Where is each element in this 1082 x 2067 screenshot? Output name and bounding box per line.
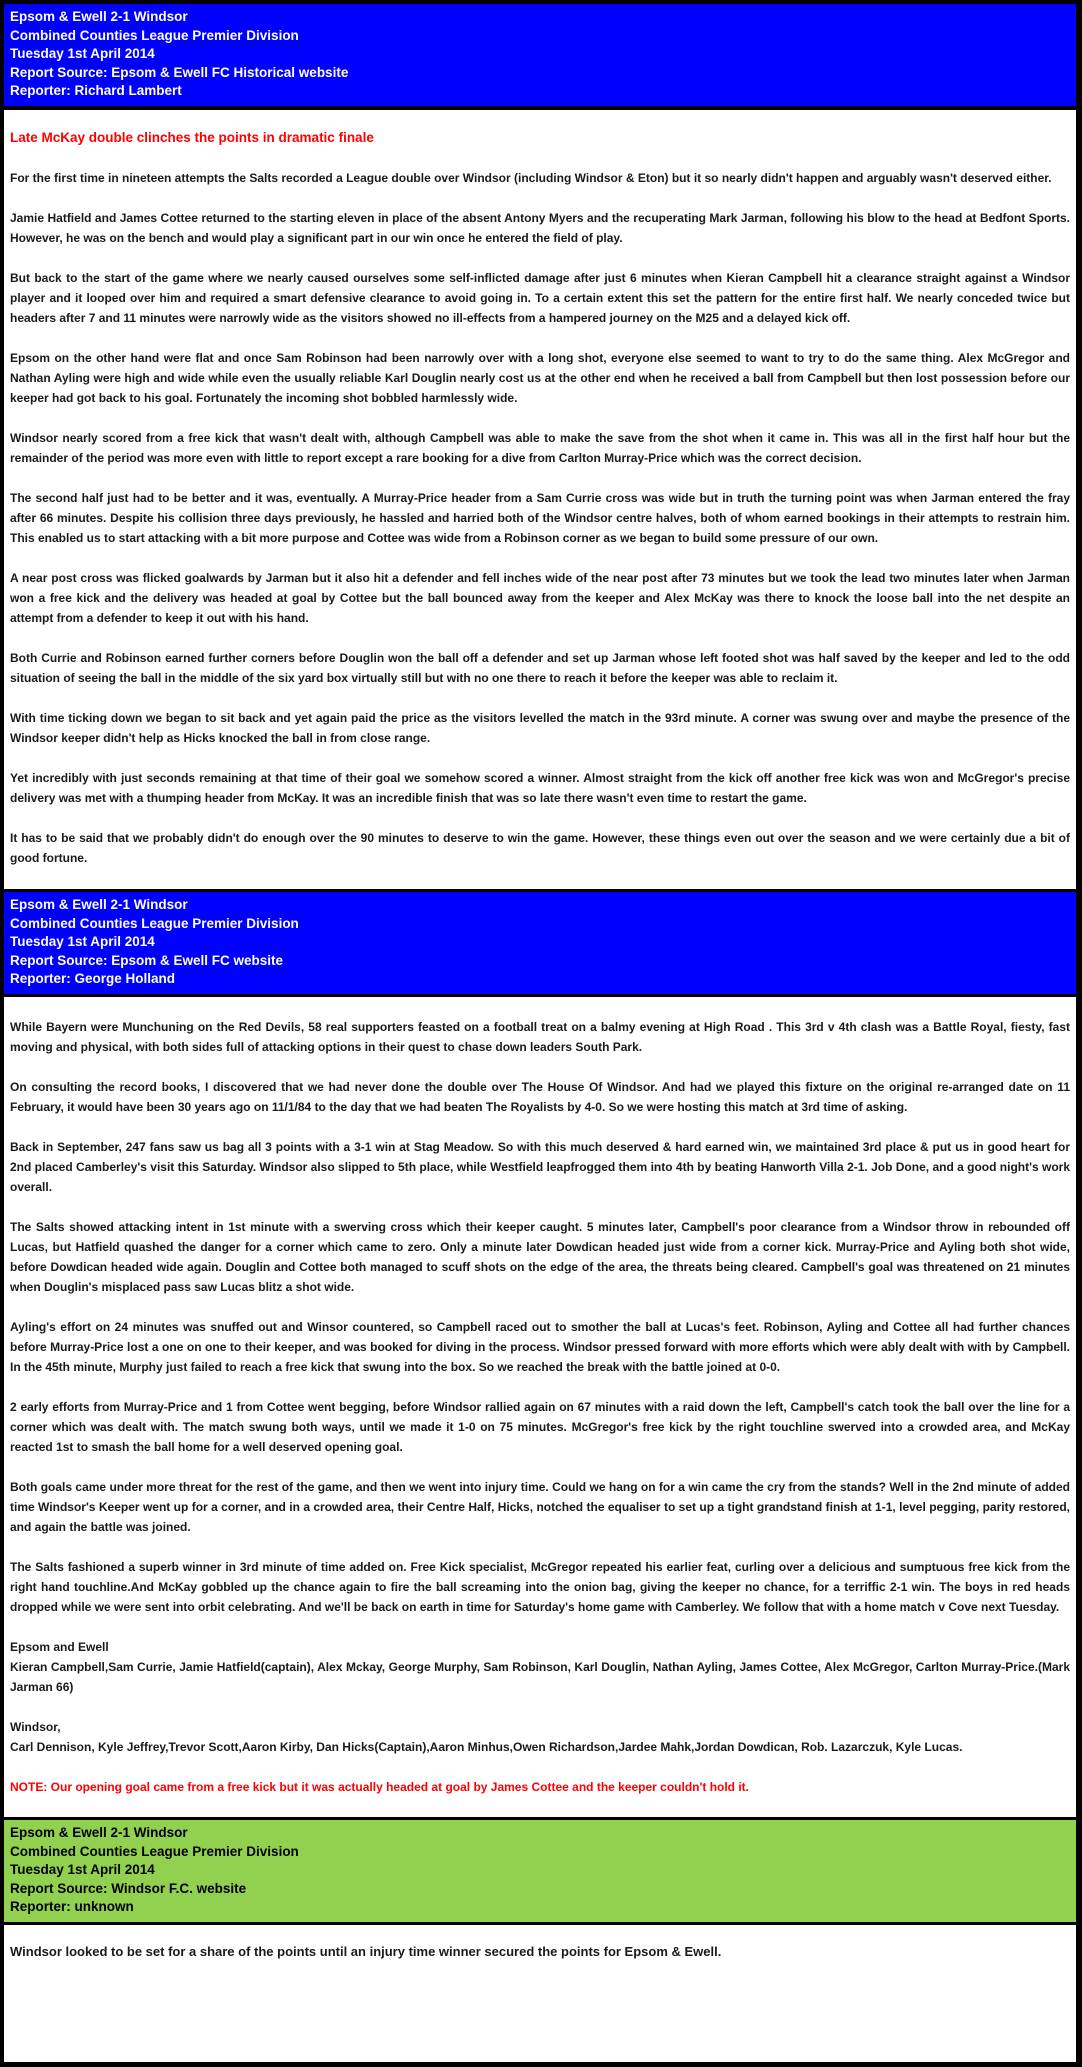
report-paragraph: Ayling's effort on 24 minutes was snuffed out and Winsor countered, so Campbell raced out to smother the ball at Lucas's feet. Robinson, Ayling and Cottee all had further chances before Murray-Price lost a one on one to their keeper, and was booked for diving in the process. Windsor pressed forward with more efforts which were ably dealt with with by Campbell. In the 45th minute, Murphy just failed to reach a free kick that swung into the box. So we reached the break with the battle joined at 0-0. — [10, 1319, 1070, 1374]
report1-competition: Combined Counties League Premier Division — [10, 27, 299, 43]
away-team-players: Carl Dennison, Kyle Jeffrey,Trevor Scott,Aaron Kirby, Dan Hicks(Captain),Aaron Minhus,Owen Richardson,Jardee Mahk,Jordan Dowdican, Rob. Lazarczuk, Kyle Lucas. — [10, 1739, 963, 1754]
home-team-players: Kieran Campbell,Sam Currie, Jamie Hatfield(captain), Alex Mckay, George Murphy, Sam Robinson, Karl Douglin, Nathan Ayling, James Cottee, Alex McGregor, Carlton Murray-Price.(Mark Jarman 66) — [10, 1659, 1070, 1694]
report-paragraph: Both Currie and Robinson earned further corners before Douglin won the ball off a defender and set up Jarman whose left footed shot was half saved by the keeper and led to the odd situation of seeing the ball in the middle of the six yard box virtually still but with no one there to reach it before the keeper was able to reclaim it. — [10, 650, 1070, 685]
report1-date: Tuesday 1st April 2014 — [10, 46, 155, 62]
report3-source: Report Source: Windsor F.C. website — [10, 1880, 247, 1896]
home-team-heading: Epsom and Ewell — [10, 1639, 109, 1654]
report-paragraph: The Salts fashioned a superb winner in 3rd minute of time added on. Free Kick specialist, McGregor repeated his earlier feat, curling over a delicious and sumptuous free kick from the right hand touchline.And McKay gobbled up the chance again to fire the ball screaming into the onion bag, giving the keeper no chance, for a terriffic 2-1 win. The boys in red heads dropped while we were sent into orbit celebrating. And we'll be back on earth in time for Saturday's home game with Camberley. We follow that with a home match v Cove next Tuesday. — [10, 1559, 1070, 1614]
report2-header — [4, 889, 1076, 997]
report2-competition: Combined Counties League Premier Division — [10, 915, 299, 931]
report3-date: Tuesday 1st April 2014 — [10, 1862, 155, 1878]
report1-header — [4, 4, 1076, 110]
report1-headline: Late McKay double clinches the points in dramatic finale — [10, 129, 374, 145]
report1-body — [4, 128, 1076, 868]
report3-scoreline: Epsom & Ewell 2-1 Windsor — [10, 1824, 188, 1840]
report-paragraph: 2 early efforts from Murray-Price and 1 from Cottee went begging, before Windsor rallied again on 67 minutes with a raid down the left, Campbell's catch took the ball over the line for a corner which was dealt with. The match swung both ways, until we made it 1-0 on 75 minutes. McGregor's free kick by the right touchline swerved into a crowded area, and McKay reacted 1st to smash the ball home for a well deserved opening goal. — [10, 1399, 1070, 1454]
report-paragraph: For the first time in nineteen attempts the Salts recorded a League double over Windsor (including Windsor & Eton) but it so nearly didn't happen and arguably wasn't deserved either. — [10, 170, 1052, 185]
report2-scoreline: Epsom & Ewell 2-1 Windsor — [10, 896, 188, 912]
report2-reporter: Reporter: George Holland — [10, 971, 176, 987]
report3-closing-line: Windsor looked to be set for a share of the points until an injury time winner secured the points for Epsom & Ewell. — [10, 1943, 722, 1959]
report-paragraph: Windsor nearly scored from a free kick that wasn't dealt with, although Campbell was able to make the save from the shot when it came in. This was all in the first half hour but the remainder of the period was more even with little to report except a rare booking for a dive from Carlton Murray-Price which was the correct decision. — [10, 430, 1070, 465]
report2-source: Report Source: Epsom & Ewell FC website — [10, 952, 284, 968]
report3-body — [4, 1942, 1076, 1962]
report3-competition: Combined Counties League Premier Division — [10, 1843, 299, 1859]
report-paragraph: Yet incredibly with just seconds remaining at that time of their goal we somehow scored a winner. Almost straight from the kick off another free kick was won and McGregor's precise delivery was met with a thumping header from McKay. It was an incredible finish that was so late there wasn't even time to restart the game. — [10, 770, 1070, 805]
report1-scoreline: Epsom & Ewell 2-1 Windsor — [10, 9, 188, 24]
report3-reporter: Reporter: unknown — [10, 1899, 134, 1915]
report-paragraph: A near post cross was flicked goalwards by Jarman but it also hit a defender and fell inches wide of the near post after 73 minutes but we took the lead two minutes later when Jarman won a free kick and the delivery was headed at goal by Cottee but the ball bounced away from the keeper and Alex McKay was there to knock the loose ball into the net despite an attempt from a defender to keep it out with his hand. — [10, 570, 1070, 625]
report-paragraph: Back in September, 247 fans saw us bag all 3 points with a 3-1 win at Stag Meadow. So with this much deserved & hard earned win, we maintained 3rd place & put us in good heart for 2nd placed Camberley's visit this Saturday. Windsor also slipped to 5th place, while Westfield leapfrogged them into 4th by beating Hanworth Villa 2-1. Job Done, and a good night's work overall. — [10, 1139, 1070, 1194]
report-paragraph: The Salts showed attacking intent in 1st minute with a swerving cross which their keeper caught. 5 minutes later, Campbell's poor clearance from a Windsor throw in rebounded off Lucas, but Hatfield quashed the danger for a corner which came to zero. Only a minute later Dowdican headed just wide from a corner kick. Murray-Price and Ayling both shot wide, before Dowdican headed wide again. Douglin and Cottee both managed to scuff shots on the edge of the area, the threats being cleared. Campbell's goal was threatened on 21 minutes when Douglin's misplaced pass saw Lucas blitz a shot wide. — [10, 1219, 1070, 1294]
report1-reporter: Reporter: Richard Lambert — [10, 83, 182, 99]
report3-header — [4, 1817, 1076, 1925]
report-paragraph: Epsom on the other hand were flat and once Sam Robinson had been narrowly over with a long shot, everyone else seemed to want to try to do the same thing. Alex McGregor and Nathan Ayling were high and wide while even the usually reliable Karl Douglin nearly cost us at the other end when he received a ball from Campbell but then lost possession before our keeper had got back to his goal. Fortunately the incoming shot bobbled harmlessly wide. — [10, 350, 1070, 405]
report-paragraph: With time ticking down we began to sit back and yet again paid the price as the visitors levelled the match in the 93rd minute. A corner was swung over and maybe the presence of the Windsor keeper didn't help as Hicks knocked the ball in from close range. — [10, 710, 1070, 745]
report-paragraph: Jamie Hatfield and James Cottee returned to the starting eleven in place of the absent Antony Myers and the recuperating Mark Jarman, following his blow to the head at Bedfont Sports. However, he was on the bench and would play a significant part in our win once he entered the field of play. — [10, 210, 1070, 245]
report2-date: Tuesday 1st April 2014 — [10, 934, 155, 950]
report2-note: NOTE: Our opening goal came from a free kick but it was actually headed at goal by James Cottee and the keeper couldn't hold it. — [10, 1779, 750, 1794]
report-paragraph: Both goals came under more threat for the rest of the game, and then we went into injury time. Could we hang on for a win came the cry from the stands? Well in the 2nd minute of added time Windsor's Keeper went up for a corner, and in a crowded area, their Centre Half, Hicks, notched the equaliser to set up a tight grandstand finish at 1-1, level pegging, parity restored, and again the battle was joined. — [10, 1479, 1070, 1534]
report2-body — [4, 1017, 1076, 1797]
report-paragraph: On consulting the record books, I discovered that we had never done the double over The House Of Windsor. And had we played this fixture on the original re-arranged date on 11 February, it would have been 30 years ago on 11/1/84 to the day that we had beaten The Royalists by 4-0. So we were hosting this match at 3rd time of asking. — [10, 1079, 1070, 1114]
report-paragraph: While Bayern were Munchuning on the Red Devils, 58 real supporters feasted on a football treat on a balmy evening at High Road . This 3rd v 4th clash was a Battle Royal, fiesty, fast moving and physical, with both sides full of attacking options in their quest to chase down leaders South Park. — [10, 1019, 1070, 1054]
report-paragraph: It has to be said that we probably didn't do enough over the 90 minutes to deserve to win the game. However, these things even out over the season and we were certainly due a bit of good fortune. — [10, 830, 1070, 865]
away-team-heading: Windsor, — [10, 1719, 61, 1734]
report1-source: Report Source: Epsom & Ewell FC Historical website — [10, 64, 349, 80]
report-paragraph: The second half just had to be better and it was, eventually. A Murray-Price header from a Sam Currie cross was wide but in truth the turning point was when Jarman entered the fray after 66 minutes. Despite his collision three days previously, he hassled and harried both of the Windsor centre halves, both of whom earned bookings in their attempts to restrain him. This enabled us to start attacking with a bit more purpose and Cottee was wide from a Robinson corner as we began to build some pressure of our own. — [10, 490, 1070, 545]
report-paragraph: But back to the start of the game where we nearly caused ourselves some self-inflicted damage after just 6 minutes when Kieran Campbell hit a clearance straight against a Windsor player and it looped over him and required a smart defensive clearance to avoid going in. To a certain extent this set the pattern for the entire first half. We nearly conceded twice but headers after 7 and 11 minutes were narrowly wide as the visitors showed no ill-effects from a hampered journey on the M25 and a delayed kick off. — [10, 270, 1070, 325]
